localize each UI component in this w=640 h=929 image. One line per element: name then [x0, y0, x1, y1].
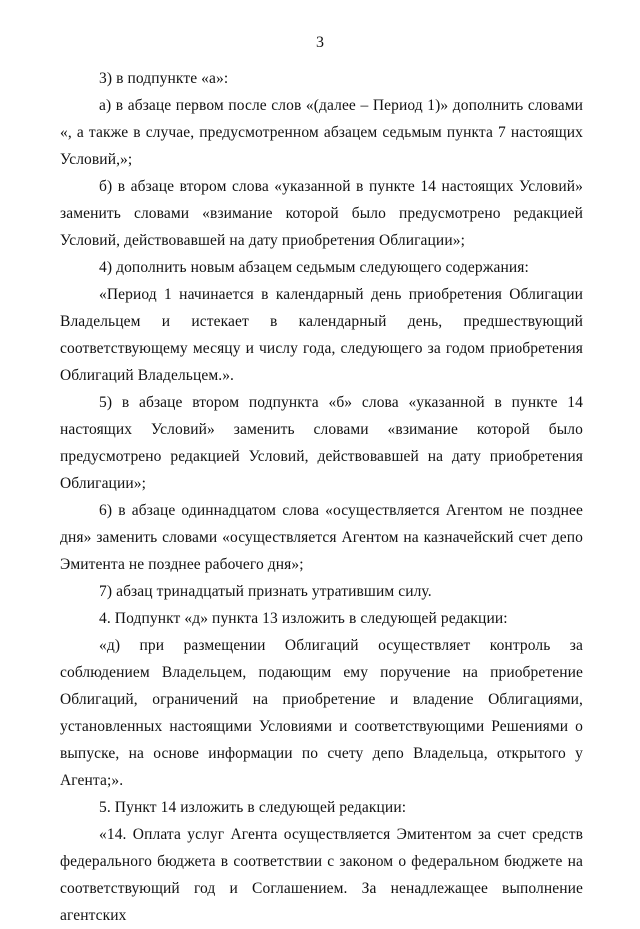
paragraph-subitem-4: 4) дополнить новым абзацем седьмым следующего содержания:	[99, 259, 529, 276]
document-body	[60, 65, 583, 929]
paragraph-period-1-quote: «Период 1 начинается в календарный день приобретения Облигации Владельцем и истекает в календарный день, предшествующий соответствующему месяцу и числу года, следующего за годом приобретения Облигаций Владельцем.».	[60, 286, 583, 384]
paragraph-item-4-quote: «д) при размещении Облигаций осуществляет контроль за соблюдением Владельцем, подающим ему поручение на приобретение Облигаций, ограничений на приобретение и владение Облигациями, установленных настоящими Условиями и соответствующими Решениями о выпуске, на основе информации по счету депо Владельца, открытого у Агента;».	[60, 637, 583, 789]
paragraph-subitem-3b: б) в абзаце втором слова «указанной в пункте 14 настоящих Условий» заменить словами «взимание которой было предусмотрено редакцией Условий, действовавшей на дату приобретения Облигации»;	[60, 178, 583, 249]
paragraph-item-14-quote: «14. Оплата услуг Агента осуществляется Эмитентом за счет средств федерального бюджета в соответствии с законом о федеральном бюджете на соответствующий год и Соглашением. За ненадлежащее выполнение агентских	[60, 826, 583, 924]
paragraph-item-5: 5. Пункт 14 изложить в следующей редакции:	[99, 799, 407, 816]
paragraph-item-4: 4. Подпункт «д» пункта 13 изложить в следующей редакции:	[99, 610, 508, 627]
page-number: 3	[316, 34, 324, 51]
paragraph-subitem-3a: а) в абзаце первом после слов «(далее – Период 1)» дополнить словами «, а также в случае, предусмотренном абзацем седьмым пункта 7 настоящих Условий,»;	[60, 97, 583, 168]
paragraph-subitem-7: 7) абзац тринадцатый признать утратившим силу.	[99, 583, 432, 600]
paragraph-subitem-3: 3) в подпункте «а»:	[99, 70, 229, 87]
paragraph-subitem-6: 6) в абзаце одиннадцатом слова «осуществляется Агентом не позднее дня» заменить словами «осуществляется Агентом на казначейский счет депо Эмитента не позднее рабочего дня»;	[60, 502, 583, 573]
paragraph-subitem-5: 5) в абзаце втором подпункта «б» слова «указанной в пункте 14 настоящих Условий» заменить словами «взимание которой было предусмотрено редакцией Условий, действовавшей на дату приобретения Облигации»;	[60, 394, 583, 492]
